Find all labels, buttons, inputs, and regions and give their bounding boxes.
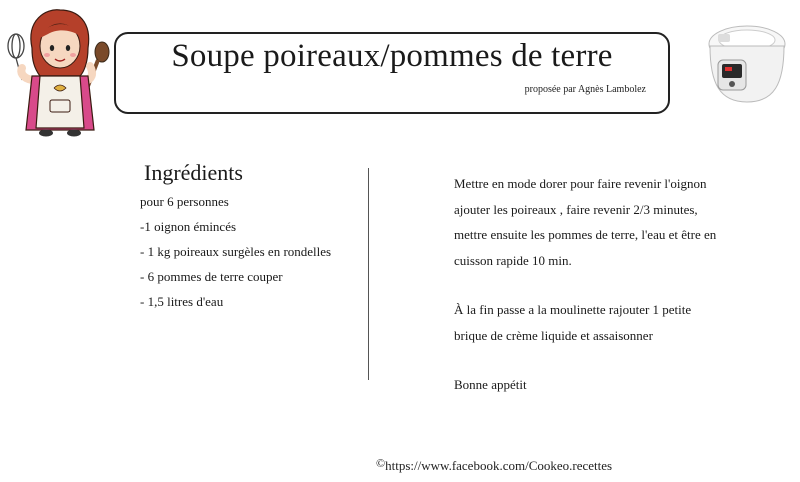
ingredient-item: - 1 kg poireaux surgèles en rondelles xyxy=(140,244,332,259)
closing-text: Bonne appétit xyxy=(454,377,527,392)
ingredient-item: - 6 pommes de terre couper xyxy=(140,269,283,284)
servings-text: pour 6 personnes xyxy=(140,194,229,209)
ingredient-item: - 1,5 litres d'eau xyxy=(140,294,224,309)
ingredients-heading: Ingrédients xyxy=(144,160,243,185)
copyright-symbol: © xyxy=(376,456,386,470)
column-divider xyxy=(368,168,369,380)
instruction-line: ajouter les poireaux , faire revenir 2/3 minutes, xyxy=(454,201,698,217)
instructions-section xyxy=(454,171,784,398)
ingredients-section xyxy=(140,160,360,314)
instruction-line: brique de crème liquide et assaisonner xyxy=(454,327,653,343)
cookeo-multicooker-image xyxy=(700,14,794,106)
instruction-line: mettre ensuite les pommes de terre, l'eau et être en xyxy=(454,227,717,242)
chef-woman-illustration xyxy=(2,2,114,138)
recipe-author: proposée par Agnès Lambolez xyxy=(524,84,646,95)
ingredient-item: -1 oignon émincés xyxy=(140,219,237,234)
instruction-line: À la fin passe a la moulinette rajouter 1 petite xyxy=(454,302,692,317)
title-box xyxy=(114,32,670,114)
recipe-title: Soupe poireaux/pommes de terre xyxy=(171,38,613,74)
footer xyxy=(376,456,612,474)
facebook-link[interactable]: https://www.facebook.com/Cookeo.recettes xyxy=(385,458,613,473)
instruction-line: Mettre en mode dorer pour faire revenir l'oignon xyxy=(454,176,707,191)
instruction-line: cuisson rapide 10 min. xyxy=(454,252,572,268)
